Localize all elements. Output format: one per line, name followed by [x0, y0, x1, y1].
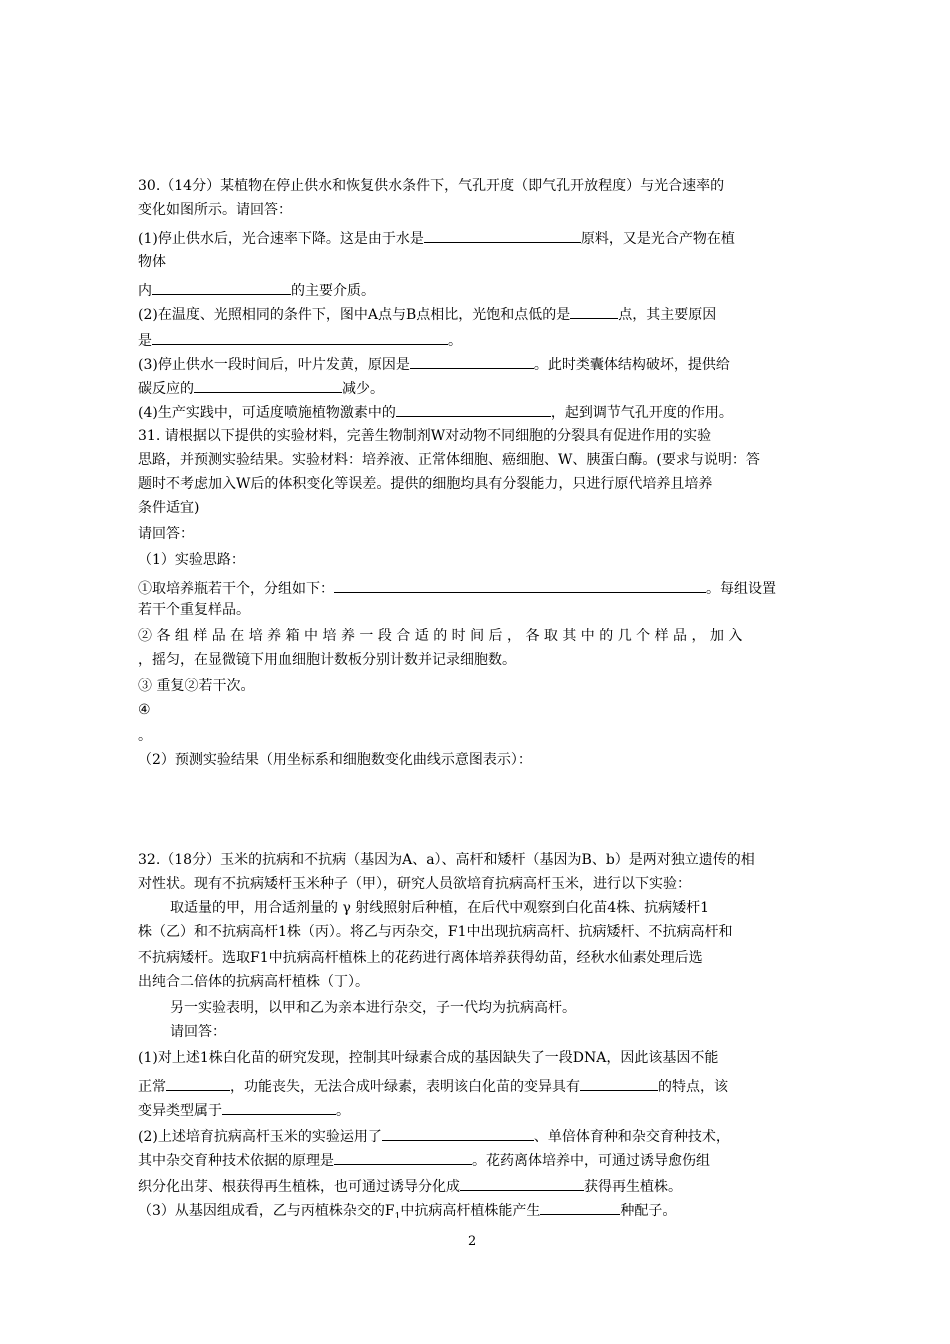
q32-line-4 — [138, 924, 733, 942]
q30-line-10-text-a: (4)生产实践中，可适度喷施植物激素中的 — [138, 405, 396, 420]
q30-line-6-text-a: (2)在温度、光照相同的条件下，图中A点与B点相比，光饱和点低的是 — [138, 307, 571, 322]
q31-line-1-text: 31. 请根据以下提供的实验材料，完善生物制剂W对动物不同细胞的分裂具有促进作用的实验 — [138, 428, 712, 444]
q32-line-12-text-b: 、单倍体育种和杂交育种技术， — [533, 1129, 730, 1144]
q32-line-1 — [138, 852, 755, 870]
q32-line-13 — [138, 1150, 710, 1168]
q30-line-5-text-b: 的主要介质。 — [291, 283, 375, 298]
q31-line-9 — [138, 628, 742, 646]
q31-line-6 — [138, 552, 245, 570]
q30-line-9-text-b: 减少。 — [342, 381, 384, 396]
q30-line-9-text-a: 碳反应的 — [138, 381, 194, 396]
q31-line-7-text-b: 。每组设置 — [706, 581, 776, 596]
answer-blank[interactable] — [570, 304, 618, 319]
q31-line-9-text: ② 各 组 样 品 在 培 养 箱 中 培 养 一 段 合 适 的 时 间 后 ， 各 取 其 中 的 几 个 样 品 ， 加 入 — [138, 628, 743, 644]
q31-line-11 — [138, 678, 254, 696]
subscript: 1 — [394, 1211, 401, 1218]
q31-line-5 — [138, 526, 194, 544]
q30-line-6 — [138, 304, 716, 322]
q31-line-13 — [138, 728, 152, 746]
q32-line-1-text: 32.（18分）玉米的抗病和不抗病（基因为A、a）、高杆和矮杆（基因为B、b）是两对独立遗传的相 — [138, 852, 755, 868]
q32-line-14 — [138, 1176, 682, 1194]
q30-line-2-text: 变化如图所示。请回答： — [138, 202, 292, 218]
page-number: 2 — [468, 1234, 477, 1249]
q30-line-7 — [138, 330, 462, 348]
q31-line-5-text: 请回答： — [138, 526, 194, 542]
answer-blank[interactable] — [382, 1126, 534, 1141]
q31-line-12 — [138, 702, 151, 720]
q30-line-9 — [138, 378, 384, 396]
q30-line-3 — [138, 228, 735, 246]
q32-line-7-text: 另一实验表明，以甲和乙为亲本进行杂交，子一代均为抗病高杆。 — [170, 1000, 576, 1016]
q31-line-1 — [138, 428, 711, 446]
q32-line-13-text-b: 。花药离体培养中，可通过诱导愈伤组 — [472, 1153, 710, 1168]
answer-blank[interactable] — [410, 354, 534, 369]
q32-line-6-text: 出纯合二倍体的抗病高杆植株（丁）。 — [138, 974, 369, 990]
answer-blank[interactable] — [152, 280, 291, 295]
q31-line-10 — [138, 652, 516, 670]
q30-line-5-text-a: 内 — [138, 283, 152, 298]
q32-line-11-text-b: 。 — [336, 1103, 350, 1118]
q32-line-14-text-b: 获得再生植株。 — [584, 1179, 682, 1194]
q32-line-10 — [138, 1076, 728, 1094]
q30-line-3-text-a: (1)停止供水后，光合速率下降。这是由于水是 — [138, 231, 424, 246]
q31-line-14-text: （2）预测实验结果（用坐标系和细胞数变化曲线示意图表示）： — [138, 752, 532, 768]
q30-line-1-text: 30.（14分）某植物在停止供水和恢复供水条件下，气孔开度（即气孔开放程度）与光合速率的 — [138, 178, 725, 194]
q32-line-11-text-a: 变异类型属于 — [138, 1103, 222, 1118]
q31-line-4 — [138, 500, 199, 518]
q32-line-15 — [138, 1200, 676, 1218]
answer-blank[interactable] — [152, 330, 448, 345]
q32-line-9 — [138, 1050, 718, 1068]
q32-line-2-text: 对性状。现有不抗病矮杆玉米种子（甲），研究人员欲培育抗病高杆玉米，进行以下实验： — [138, 876, 691, 892]
answer-blank[interactable] — [194, 378, 342, 393]
q30-line-5 — [138, 280, 375, 298]
answer-blank[interactable] — [424, 228, 581, 243]
q30-line-7-text-b: 。 — [448, 333, 462, 348]
q32-line-15-text-c: 种配子。 — [620, 1203, 677, 1218]
q30-line-2 — [138, 202, 292, 220]
q32-line-5-text: 不抗病矮杆。选取F1中抗病高杆植株上的花药进行离体培养获得幼苗，经秋水仙素处理后选 — [138, 950, 703, 966]
q31-line-10-text: ，摇匀，在显微镜下用血细胞计数板分别计数并记录细胞数。 — [138, 652, 516, 668]
q32-line-8-text: 请回答： — [170, 1024, 226, 1040]
answer-blank[interactable] — [580, 1076, 658, 1091]
q30-line-8-text-a: (3)停止供水一段时间后，叶片发黄，原因是 — [138, 357, 410, 372]
q31-line-2-text: 思路，并预测实验结果。实验材料：培养液、正常体细胞、癌细胞、W、胰蛋白酶。(要求与说明：答 — [138, 452, 760, 468]
q32-line-7 — [170, 1000, 576, 1018]
q31-line-6-text: （1）实验思路： — [138, 552, 245, 568]
q31-line-4-text: 条件适宜) — [138, 500, 200, 516]
q32-line-12-text-a: (2)上述培育抗病高杆玉米的实验运用了 — [138, 1129, 382, 1144]
q30-line-10-text-b: ，起到调节气孔开度的作用。 — [550, 405, 733, 420]
answer-blank[interactable] — [540, 1200, 620, 1215]
q30-line-6-text-b: 点，其主要原因 — [618, 307, 717, 322]
q32-line-15-text-a: （3）从基因组成看，乙与丙植株杂交的F — [138, 1203, 395, 1218]
q31-line-7-text-a: ①取培养瓶若干个，分组如下： — [138, 581, 334, 596]
q31-line-7 — [138, 578, 776, 596]
answer-blank[interactable] — [166, 1076, 230, 1091]
q30-line-7-text-a: 是 — [138, 333, 152, 348]
q32-line-13-text-a: 其中杂交育种技术依据的原理是 — [138, 1153, 334, 1168]
answer-blank[interactable] — [460, 1176, 584, 1191]
q31-line-12-text: ④ — [138, 702, 151, 718]
answer-blank[interactable] — [334, 578, 706, 593]
q31-line-11-text: ③ 重复②若干次。 — [138, 678, 255, 694]
answer-blank[interactable] — [396, 402, 551, 417]
q32-line-5 — [138, 950, 703, 968]
q32-line-11 — [138, 1100, 350, 1118]
q30-line-4 — [138, 254, 166, 272]
q32-line-10-text-a: 正常 — [138, 1079, 166, 1094]
q32-line-2 — [138, 876, 691, 894]
q32-line-3-text: 取适量的甲，用合适剂量的 γ 射线照射后种植，在后代中观察到白化苗4株、抗病矮杆1 — [170, 900, 710, 916]
q32-line-8 — [170, 1024, 226, 1042]
answer-blank[interactable] — [222, 1100, 336, 1115]
q32-line-4-text: 株（乙）和不抗病高杆1株（丙）。将乙与丙杂交，F1中出现抗病高杆、抗病矮杆、不抗病高杆和 — [138, 924, 733, 940]
q32-line-9-text: (1)对上述1株白化苗的研究发现，控制其叶绿素合成的基因缺失了一段DNA，因此该基因不能 — [138, 1050, 719, 1066]
q30-line-4-text: 物体 — [138, 254, 166, 270]
q31-line-8-text: 若干个重复样品。 — [138, 602, 250, 618]
q31-line-14 — [138, 752, 532, 770]
q31-line-2 — [138, 452, 760, 470]
q30-line-8 — [138, 354, 730, 372]
q31-line-3 — [138, 476, 712, 494]
q30-line-10 — [138, 402, 733, 420]
q30-line-3-text-b: 原料，又是光合产物在植 — [580, 231, 735, 246]
q32-line-15-text-b: 中抗病高杆植株能产生 — [400, 1203, 541, 1218]
q32-line-10-text-c: 的特点，该 — [658, 1079, 728, 1094]
q32-line-6 — [138, 974, 369, 992]
q32-line-12 — [138, 1126, 730, 1144]
q31-line-13-text: 。 — [138, 728, 152, 744]
q32-line-3 — [170, 900, 709, 918]
q32-line-14-text-a: 织分化出芽、根获得再生植株，也可通过诱导分化成 — [138, 1179, 460, 1194]
q32-line-10-text-b: ，功能丧失，无法合成叶绿素，表明该白化苗的变异具有 — [230, 1079, 580, 1094]
q30-line-1 — [138, 178, 724, 196]
q30-line-8-text-b: 。此时类囊体结构破坏，提供给 — [533, 357, 730, 372]
answer-blank[interactable] — [334, 1150, 472, 1165]
q31-line-8 — [138, 602, 250, 620]
q31-line-3-text: 题时不考虑加入W后的体积变化等误差。提供的细胞均具有分裂能力，只进行原代培养且培养 — [138, 476, 713, 492]
